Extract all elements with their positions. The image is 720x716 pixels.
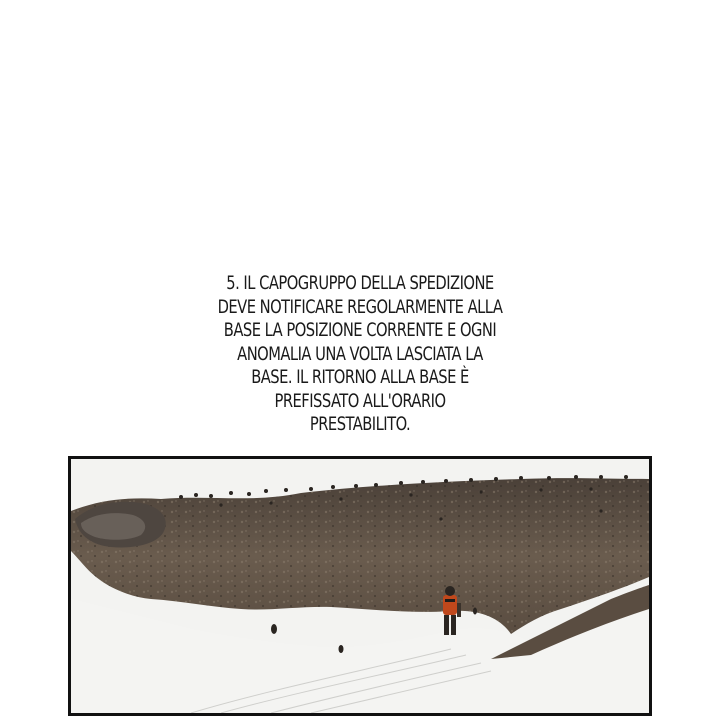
- caption-line-3: BASE LA POSIZIONE CORRENTE E OGNI: [223, 319, 497, 341]
- caption-line-6: PREFISSATO ALL'ORARIO: [274, 389, 446, 412]
- caption-line-1: 5. IL CAPOGRUPPO DELLA SPEDIZIONE: [226, 272, 494, 294]
- comic-panel-antarctic-scene: [68, 456, 652, 716]
- landscape-illustration: [71, 459, 649, 713]
- caption-line-2: DEVE NOTIFICARE REGOLARMENTE ALLA: [217, 295, 503, 318]
- caption-line-4: ANOMALIA UNA VOLTA LASCIATA LA: [237, 342, 483, 365]
- caption-line-5: BASE. IL RITORNO ALLA BASE È: [251, 366, 469, 388]
- caption-box: [150, 272, 570, 437]
- caption-line-7: PRESTABILITO.: [309, 413, 411, 435]
